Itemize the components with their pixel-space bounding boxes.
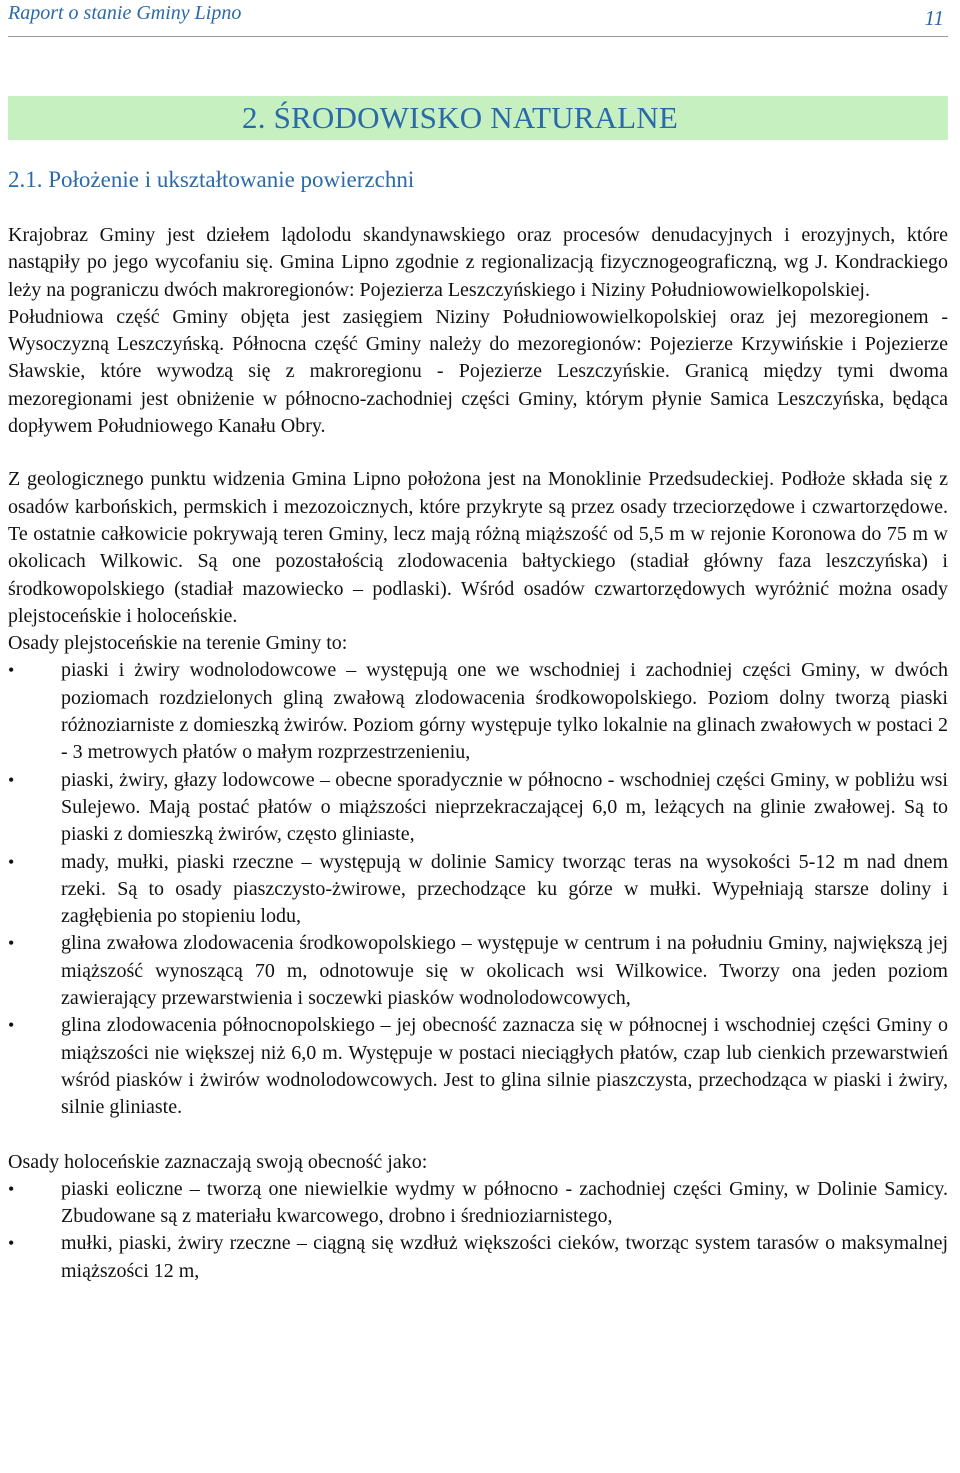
header-divider <box>8 36 948 37</box>
bullet-icon: • <box>8 1015 15 1036</box>
bullet-icon: • <box>8 933 15 954</box>
list-item <box>8 657 948 766</box>
list-item-text: glina zwałowa zlodowacenia środkowopolskiego – występuje w centrum i na południu Gminy, największą jej miąższość wynoszącą 70 m, odnotowuje się w okolicach wsi Wilkowice. Tworzy ona jeden poziom zawierający przewarstwienia i soczewki piasków wodnolodowcowych, <box>61 932 948 1010</box>
pleistocene-list <box>8 657 948 1121</box>
list-item-text: mady, mułki, piaski rzeczne – występują w dolinie Samicy tworząc teras na wysokości 5-12 m nad dnem rzeki. Są to osady piaszczysto-żwirowe, przechodzące ku górze w mułki. Wypełniają starsze doliny i zagłębienia po stopieniu lodu, <box>61 850 948 928</box>
list-item <box>8 1012 948 1121</box>
document-page <box>8 0 948 1282</box>
document-body <box>8 222 948 1285</box>
bullet-icon: • <box>8 851 15 872</box>
list-item <box>8 1176 948 1231</box>
paragraph-landscape: Krajobraz Gminy jest dziełem lądolodu skandynawskiego oraz procesów denudacyjnych i erozyjnych, które nastąpiły po jego wycofaniu się. Gmina Lipno zgodnie z regionalizacją fizycznogeograficzną, wg J. Kondrackiego leży na pograniczu dwóch makroregionów: Pojezierza Leszczyńskiego i Niziny Południowowielkopolskiej. <box>8 224 948 301</box>
paragraph-spacer <box>8 1122 948 1149</box>
list-item <box>8 767 948 849</box>
bullet-icon: • <box>8 660 15 681</box>
bullet-icon: • <box>8 769 15 790</box>
page-header <box>8 0 948 36</box>
list-item <box>8 849 948 931</box>
list-item-text: mułki, piaski, żwiry rzeczne – ciągną się wzdłuż większości cieków, tworząc system tarasów o maksymalnej miąższości 12 m, <box>61 1232 948 1282</box>
chapter-title: 2. ŚRODOWISKO NATURALNE <box>242 100 679 135</box>
list-item-text: glina zlodowacenia północnopolskiego – jej obecność zaznacza się w północnej i wschodniej części Gminy o miąższości nie większej niż 6,0 m. Występuje w postaci nieciągłych płatów, czap lub cienkich przewarstwień wśród piasków i żwirów wodnolodowcowych. Jest to glina silnie piaszczysta, przechodząca w piaski i żwiry, silnie gliniaste. <box>61 1014 948 1119</box>
bullet-icon: • <box>8 1233 15 1254</box>
paragraph-pleistocene-intro: Osady plejstoceńskie na terenie Gminy to: <box>8 632 348 655</box>
section-title: 2.1. Położenie i ukształtowanie powierzchni <box>8 167 415 192</box>
list-item-text: piaski, żwiry, głazy lodowcowe – obecne sporadycznie w północno - wschodniej części Gminy, w pobliżu wsi Sulejewo. Mają postać płatów o miąższości nieprzekraczającej 6,0 m, leżących na glinie zwałowej. Są to piaski z domieszką żwirów, często gliniaste, <box>61 768 948 846</box>
report-title: Raport o stanie Gminy Lipno <box>8 2 242 24</box>
paragraph-geology: Z geologicznego punktu widzenia Gmina Lipno położona jest na Monoklinie Przedsudeckiej. Podłoże składa się z osadów karbońskich, permskich i mezozoicznych, które przykryte są przez osady trzeciorzędowe i czwartorzędowe. Te ostatnie całkowicie pokrywają teren Gminy, lecz mają różną miąższość od 5,5 m w rejonie Koronowa do 75 m w okolicach Wilkowic. Są one pozostałością zlodowacenia bałtyckiego (stadiał główny faza leszczyńska) i środkowopolskiego (stadiał mazowiecko – podlaski). Wśród osadów czwartorzędowych wyróżnić można osady plejstoceńskie i holoceńskie. <box>8 468 948 627</box>
list-item <box>8 1230 948 1285</box>
list-item <box>8 930 948 1012</box>
paragraph-mesoregions: Południowa część Gminy objęta jest zasięgiem Niziny Południowowielkopolskiej oraz jej mezoregionem - Wysoczyzną Leszczyńską. Północna część Gminy należy do mezoregionów: Pojezierze Krzywińskie i Pojezierze Sławskie, które wywodzą się z makroregionu - Pojezierze Leszczyńskie. Granicą między tymi dwoma mezoregionami jest obniżenie w północno-zachodniej części Gminy, którym płynie Samica Leszczyńska, będąca dopływem Południowego Kanału Obry. <box>8 305 948 438</box>
list-item-text: piaski eoliczne – tworzą one niewielkie wydmy w północno - zachodniej części Gminy, w Dolinie Samicy. Zbudowane są z materiału kwarcowego, drobno i średnioziarnistego, <box>61 1177 948 1228</box>
paragraph-spacer <box>8 440 948 466</box>
bullet-icon: • <box>8 1178 15 1199</box>
page-number: 11 <box>924 6 944 30</box>
holocene-list <box>8 1176 948 1285</box>
paragraph-holocene-intro: Osady holoceńskie zaznaczają swoją obecność jako: <box>8 1150 428 1173</box>
list-item-text: piaski i żwiry wodnolodowcowe – występują one we wschodniej i zachodniej części Gminy, w dwóch poziomach rozdzielonych gliną zwałową zlodowacenia środkowopolskiego. Poziom dolny tworzą piaski różnoziarniste z domieszką żwirów. Poziom górny występuje tylko lokalnie na glinach zwałowych w postaci 2 - 3 metrowych płatów o małym rozprzestrzenieniu, <box>61 659 948 764</box>
